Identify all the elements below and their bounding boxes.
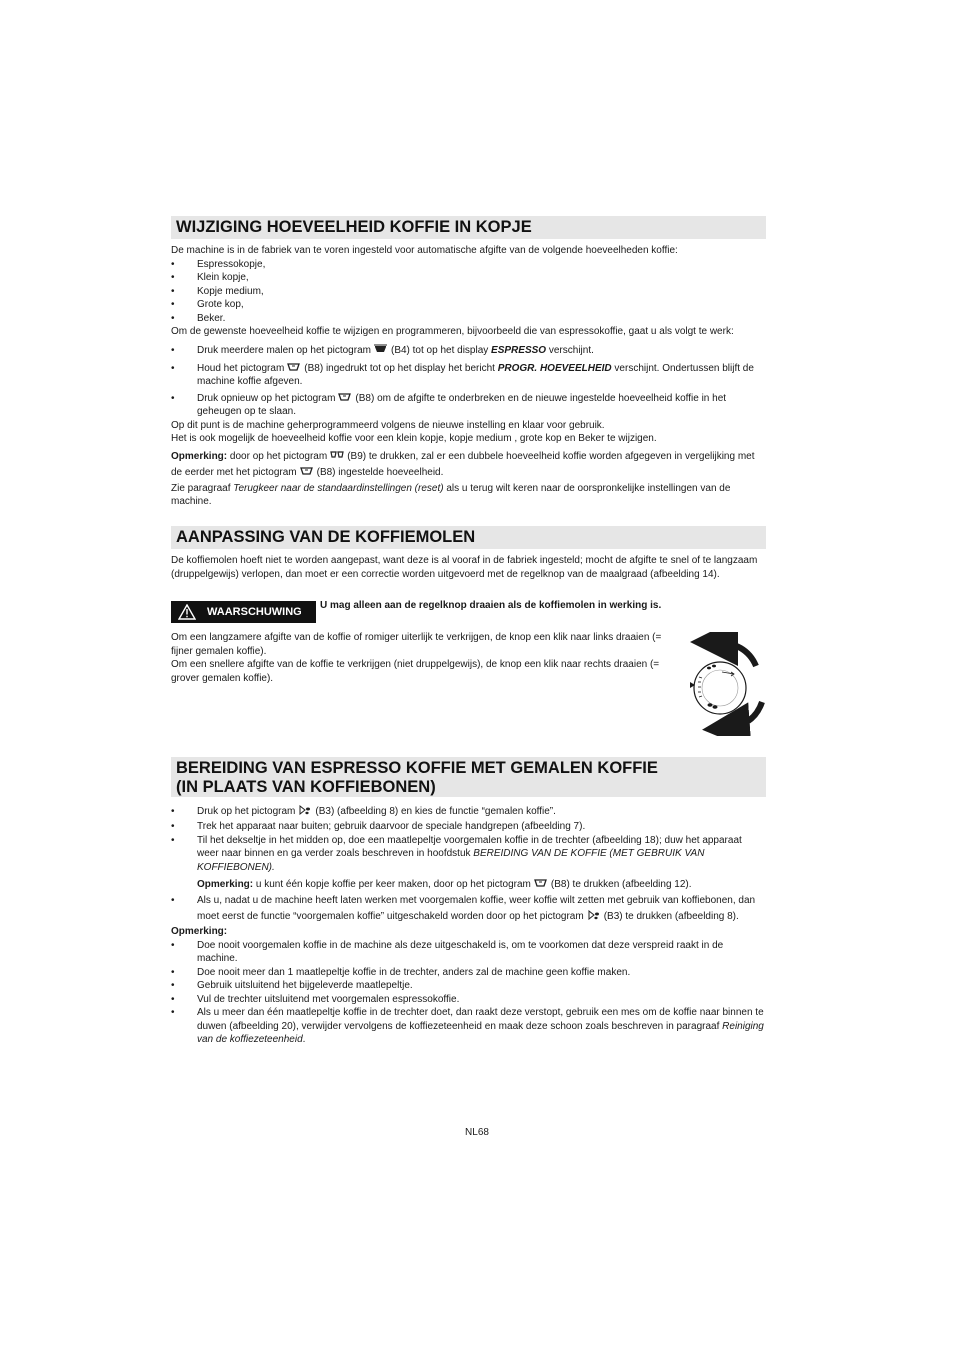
list-item: • Doe nooit voorgemalen koffie in de machine als deze uitgeschakeld is, om te voorkomen dat deze verspreid raakt in de machine. (171, 939, 766, 966)
section-heading-grinder: AANPASSING VAN DE KOFFIEMOLEN (171, 526, 766, 549)
list-item: • Grote kop, (171, 298, 766, 312)
step-pull-out: • Trek het apparaat naar buiten; gebruik daarvoor de speciale handgrepen (afbeelding 7). (171, 820, 766, 834)
intro-text: De machine is in de fabriek van te voren ingesteld voor automatische afgifte van de volgende hoeveelheden koffie: (171, 245, 678, 256)
list-item: • Gebruik uitsluitend het bijgeleverde maatlepeltje. (171, 979, 766, 993)
list-item: • Espressokopje, (171, 258, 766, 272)
grinder-directions (171, 631, 681, 685)
section3-body (171, 804, 766, 1047)
step-3: • Druk opnieuw op het pictogram (B8) om de afgifte te onderbreken en de nieuwe ingestelde hoeveelheid koffie in het geheugen op te slaan. (171, 392, 766, 419)
instruction-text: Om de gewenste hoeveelheid koffie te wijzigen en programmeren, bijvoorbeeld die van espressokoffie, gaat u als volgt te werk: (171, 326, 734, 337)
heading-line-2: (IN PLAATS VAN KOFFIEBONEN) (176, 778, 436, 796)
step-1: • Druk meerdere malen op het pictogram (B4) tot op het display ESPRESSO verschijnt. (171, 343, 766, 359)
note-heading: Opmerking: (171, 926, 228, 937)
list-item: • Kopje medium, (171, 285, 766, 299)
single-cup-icon (338, 392, 352, 402)
page-number: NL68 (465, 1127, 489, 1138)
section2-intro (171, 554, 766, 581)
single-cup-icon (534, 878, 548, 888)
warning-label: WAARSCHUWING (207, 606, 302, 618)
grinder-intro-text: De koffiemolen hoeft niet te worden aangepast, want deze is al vooraf in de fabriek ingesteld; mocht de afgifte te snel of te langzaam (druppelgewijs) verlopen, dan moet er een correctie worden uitgevoerd met de regelknop van de maalgraad (afbeelding 14). (171, 555, 758, 580)
step-switch-back: • Als u, nadat u de machine heeft laten werken met voorgemalen koffie, weer koffie wilt zetten met gebruik van koffiebonen, dan moet eerst de functie “voorgemalen koffie” uitgeschakeld worden door op het pictogram (B3) te drukken (afbeelding 8). (171, 893, 766, 925)
list-item: • Doe nooit meer dan 1 maatlepeltje koffie in de trechter, anders zal de machine geen koffie maken. (171, 966, 766, 980)
other-cups-text: Het is ook mogelijk de hoeveelheid koffie voor een klein kopje, kopje medium , grote kop en Beker te wijzigen. (171, 433, 657, 444)
ground-coffee-icon (587, 910, 601, 920)
single-cup-icon (287, 362, 301, 372)
faster-text: Om een snellere afgifte van de koffie te verkrijgen (niet druppelgewijs), de knop een klik naar rechts draaien (= grover gemalen koffie). (171, 659, 660, 684)
step-2: • Houd het pictogram (B8) ingedrukt tot op het display het bericht PROGR. HOEVEELHEID verschijnt. Ondertussen blijft de machine koffie afgeven. (171, 362, 766, 389)
note-double: Opmerking: door op het pictogram (B9) te drukken, zal er een dubbele hoeveelheid koffie worden afgegeven in vergelijking met de eerder met het pictogram (B8) ingestelde hoeveelheid. (171, 450, 755, 478)
list-item: • Beker. (171, 312, 766, 326)
reset-reference: Zie paragraaf Terugkeer naar de standaardinstellingen (reset) als u terug wilt keren naar de oorspronkelijke instellingen van de machine. (171, 482, 731, 507)
list-item: • Als u meer dan één maatlepeltje koffie in de trechter doet, dan raakt deze verstopt, gebruik een mes om de koffie naar binnen te duwen (afbeelding 20), verwijder vervolgens de koffiezeteenheid en maak deze schoon zoals beschreven in paragraaf Reiniging van de koffiezeteenheid. (171, 1006, 766, 1047)
warning-icon (178, 604, 196, 628)
cup-list (171, 258, 766, 326)
espresso-cup-icon (374, 344, 388, 354)
step-select-ground: • Druk op het pictogram (B3) (afbeelding 8) en kies de functie “gemalen koffie”. (171, 804, 766, 820)
heading-line-1: BEREIDING VAN ESPRESSO KOFFIE MET GEMALEN KOFFIE (176, 759, 658, 777)
slower-text: Om een langzamere afgifte van de koffie of romiger uiterlijk te verkrijgen, de knop een klik naar links draaien (= fijner gemalen koffie). (171, 632, 662, 657)
note-one-cup: Opmerking: u kunt één kopje koffie per keer maken, door op het pictogram (B8) te drukken (afbeelding 12). (197, 879, 692, 890)
single-cup-icon (300, 466, 314, 476)
warning-badge (171, 601, 316, 623)
list-item: • Klein kopje, (171, 271, 766, 285)
section1-body (171, 244, 766, 509)
ground-coffee-icon (298, 805, 312, 815)
grinder-knob-illustration (684, 632, 768, 736)
section-heading-ground-coffee (171, 757, 766, 797)
double-cup-icon (330, 450, 344, 460)
warning-text: U mag alleen aan de regelknop draaien als de koffiemolen in werking is. (320, 600, 662, 611)
list-item: • Vul de trechter uitsluitend met voorgemalen espressokoffie. (171, 993, 766, 1007)
section-heading-coffee-quantity: WIJZIGING HOEVEELHEID KOFFIE IN KOPJE (171, 216, 766, 239)
step-add-coffee: • Til het dekseltje in het midden op, doe een maatlepeltje voorgemalen koffie in de trechter (afbeelding 18); duw het apparaat weer naar binnen en ga verder zoals beschreven in hoofdstuk BEREIDING VAN DE KOFFIE (MET GEBRUIK VAN KOFFIEBONEN). (171, 834, 766, 875)
reprogrammed-text: Op dit punt is de machine geherprogrammeerd volgens de nieuwe instelling en klaar voor gebruik. (171, 419, 605, 431)
